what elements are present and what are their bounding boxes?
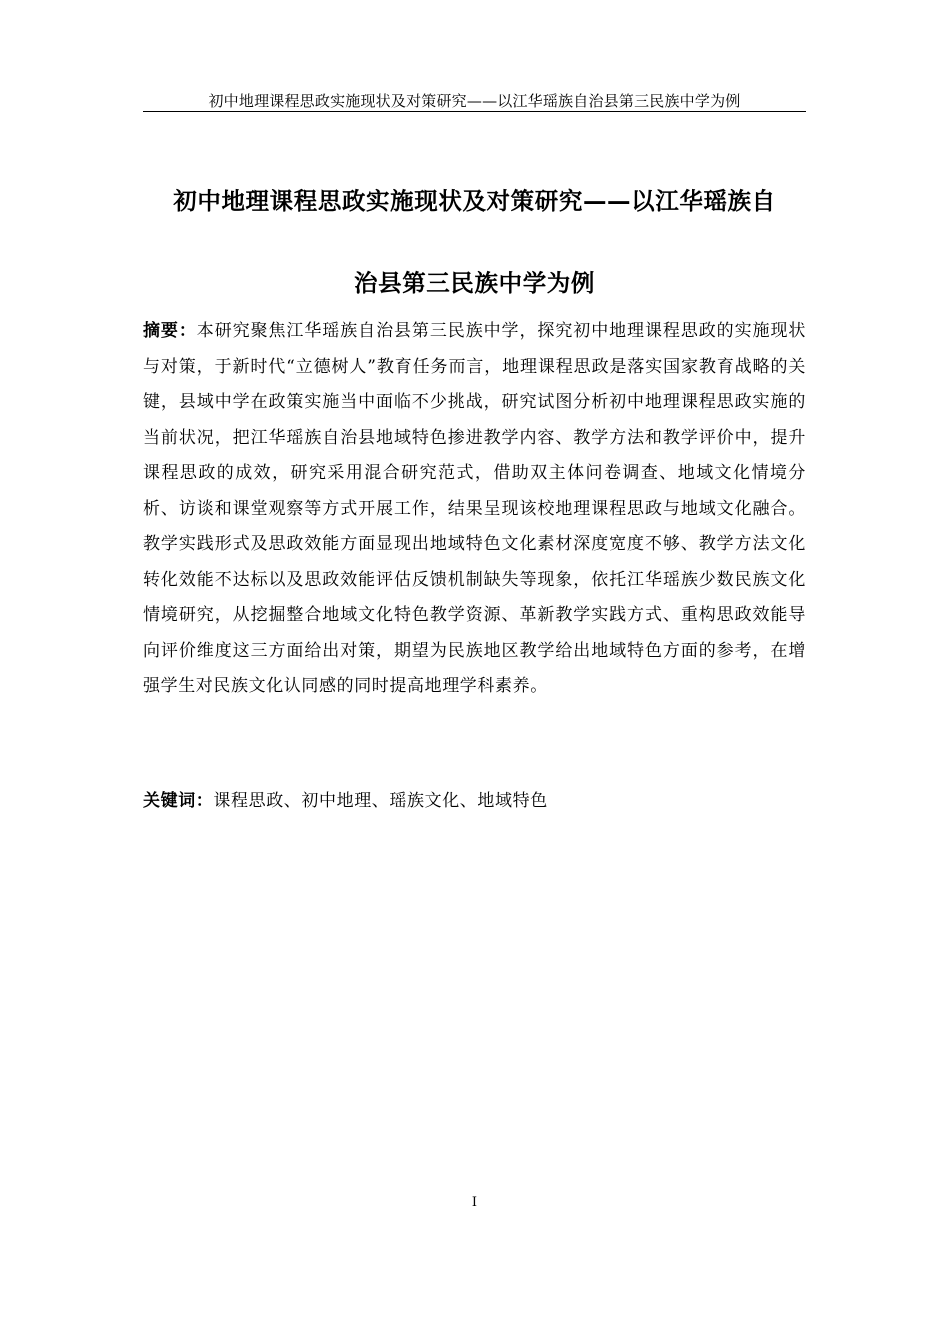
document-title-line-2: 治县第三民族中学为例 bbox=[354, 269, 595, 297]
abstract-paragraph bbox=[143, 314, 806, 705]
page-number: I bbox=[471, 1195, 478, 1210]
header-rule bbox=[143, 111, 806, 112]
document-title bbox=[143, 160, 806, 324]
running-header: 初中地理课程思政实施现状及对策研究——以江华瑶族自治县第三民族中学为例 bbox=[208, 92, 741, 110]
abstract-label: 摘要： bbox=[143, 321, 197, 341]
keywords-line bbox=[143, 784, 806, 818]
abstract-text: 本研究聚焦江华瑶族自治县第三民族中学，探究初中地理课程思政的实施现状与对策，于新时代“立德树人”教育任务而言，地理课程思政是落实国家教育战略的关键，县域中学在政策实施当中面临不少挑战，研究试图分析初中地理课程思政实施的当前状况，把江华瑶族自治县地域特色掺进教学内容、教学方法和教学评价中，提升课程思政的成效，研究采用混合研究范式，借助双主体问卷调查、地域文化情境分析、访谈和课堂观察等方式开展工作，结果呈现该校地理课程思政与地域文化融合。教学实践形式及思政效能方面显现出地域特色文化素材深度宽度不够、教学方法文化转化效能不达标以及思政效能评估反馈机制缺失等现象，依托江华瑶族少数民族文化情境研究，从挖掘整合地域文化特色教学资源、革新教学实践方式、重构思政效能导向评价维度这三方面给出对策，期望为民族地区教学给出地域特色方面的参考，在增强学生对民族文化认同感的同时提高地理学科素养。 bbox=[143, 321, 806, 696]
keywords-label: 关键词： bbox=[143, 791, 214, 811]
document-title-line-1: 初中地理课程思政实施现状及对策研究——以江华瑶族自 bbox=[173, 187, 776, 215]
keywords-text: 课程思政、初中地理、瑶族文化、地域特色 bbox=[213, 791, 548, 811]
